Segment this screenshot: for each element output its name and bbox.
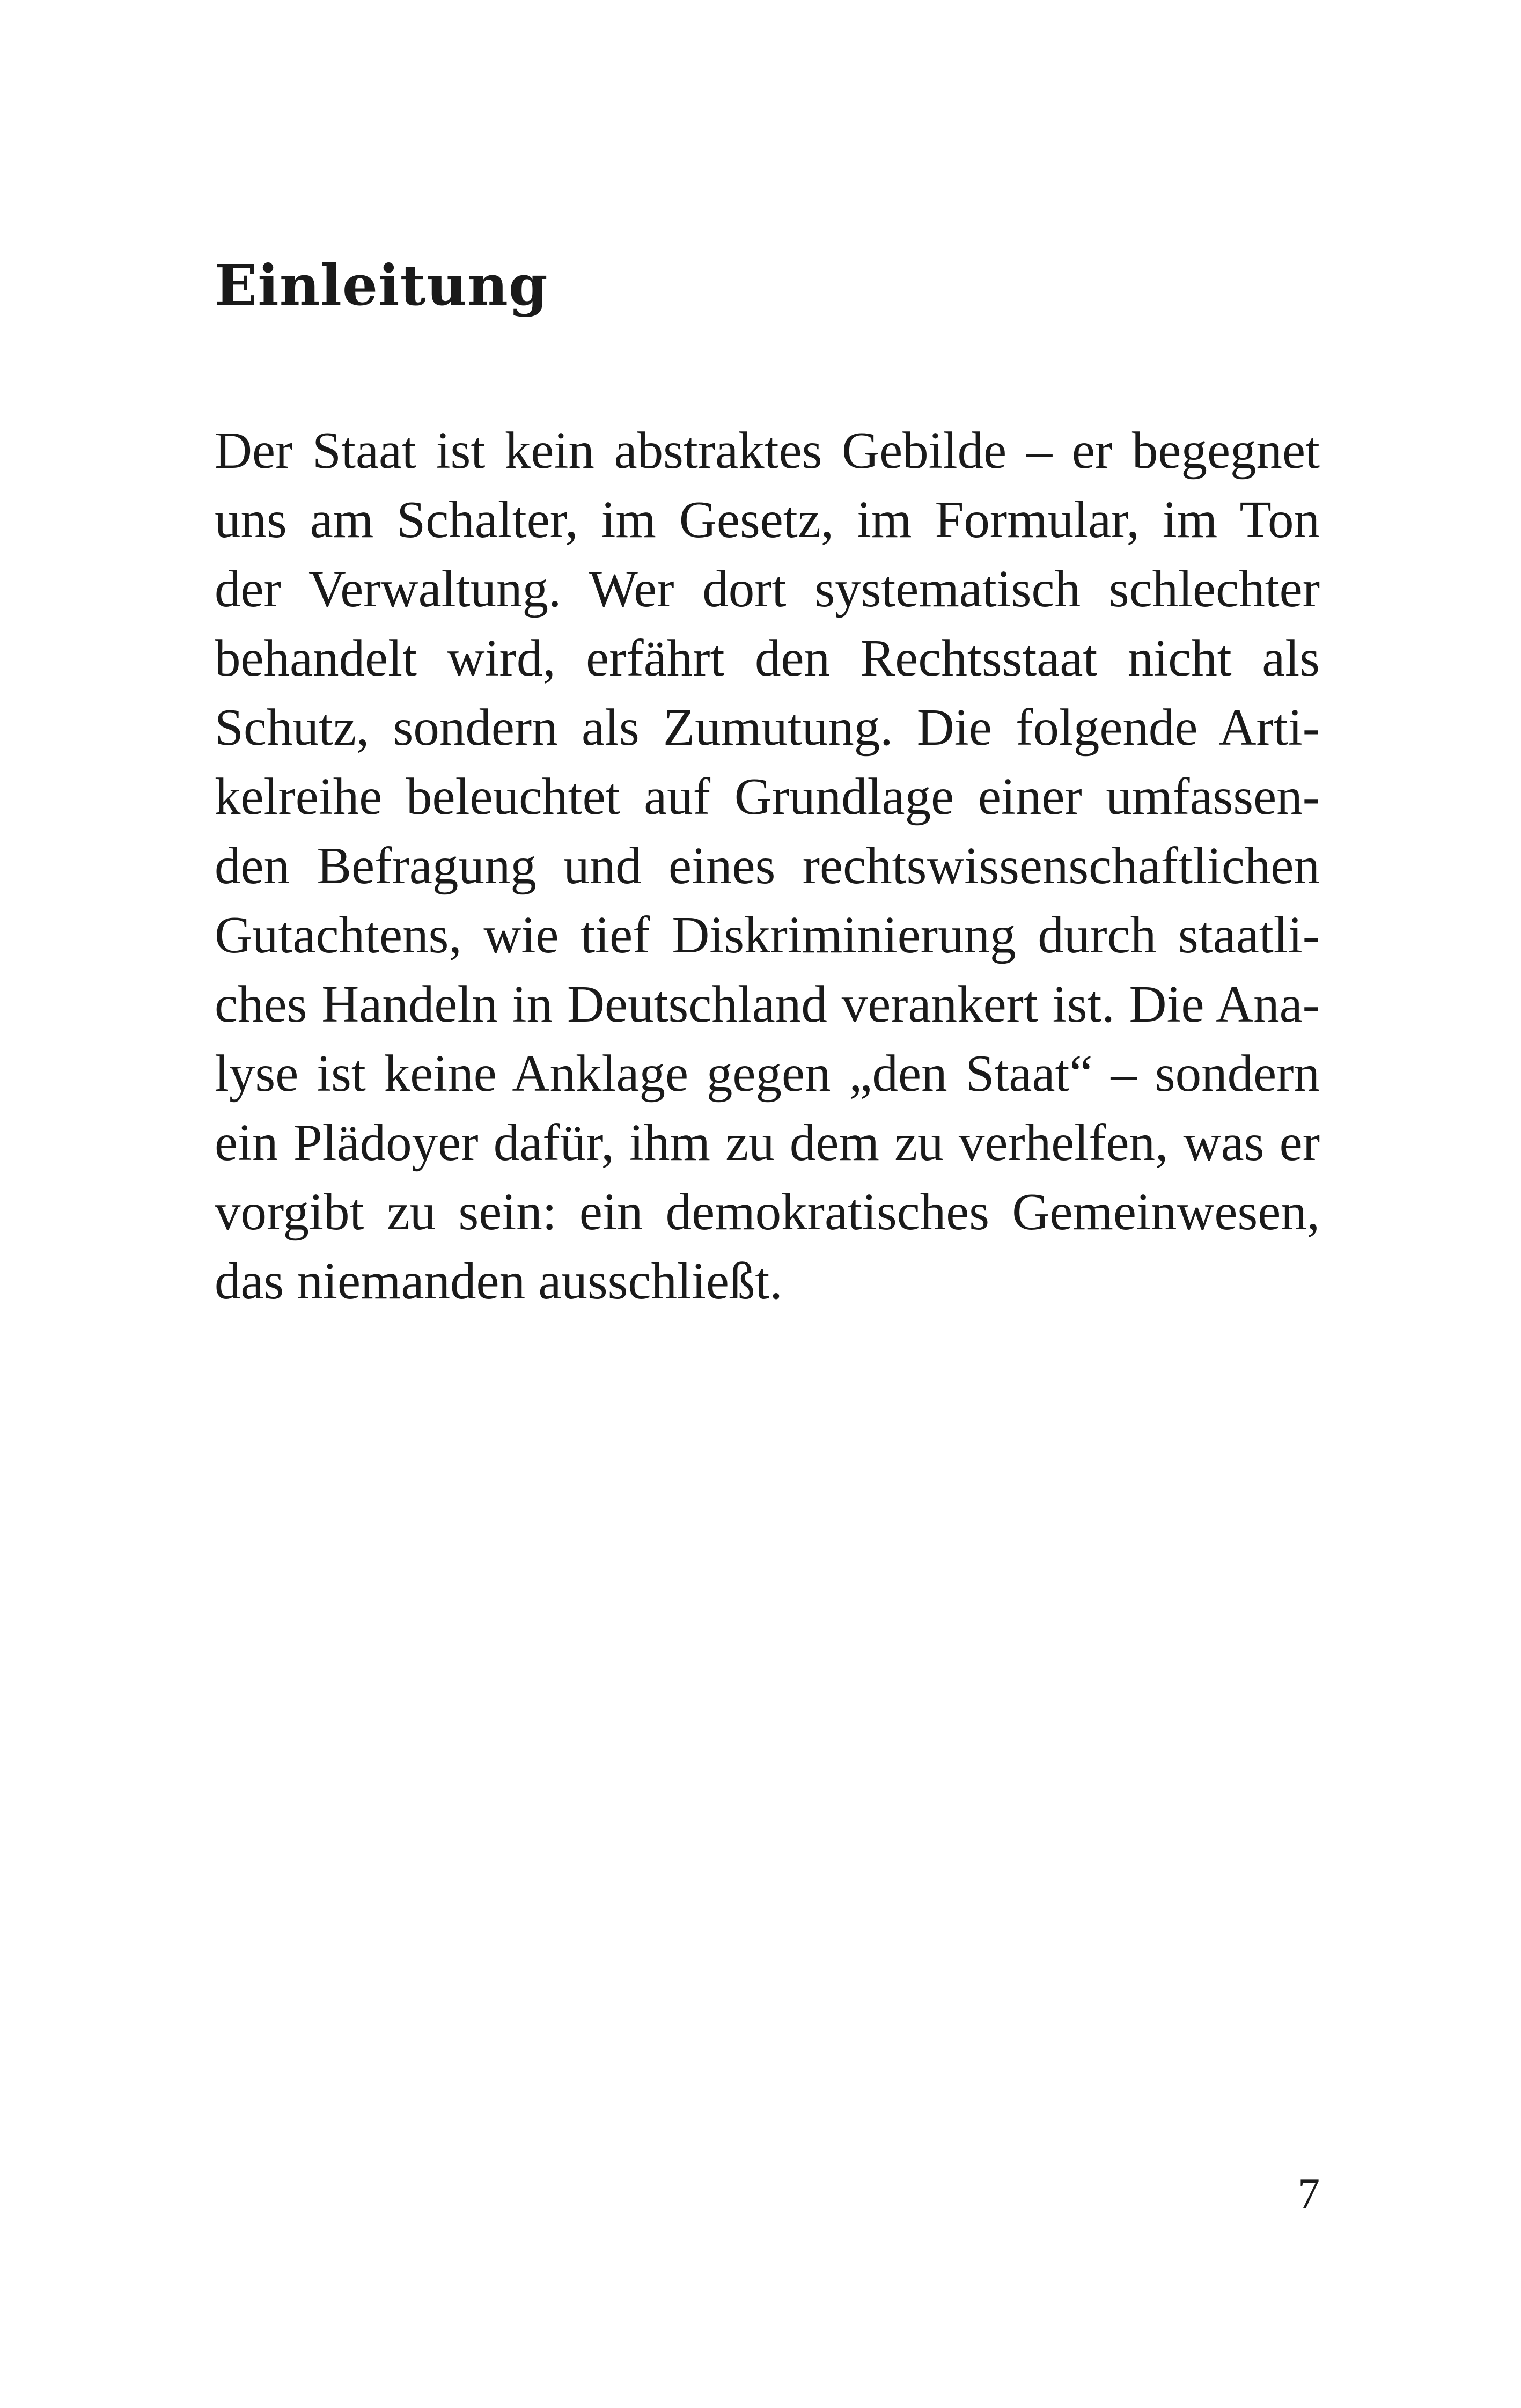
paragraph-line: lyse ist keine Anklage gegen „den Staat“ – sondern [215,1045,1320,1102]
paragraph-line: Schutz, sondern als Zumutung. Die folgende Arti- [215,699,1320,756]
paragraph-line: Gutachtens, wie tief Diskriminierung durch staatli- [215,906,1320,964]
paragraph-line: vorgibt zu sein: ein demokratisches Gemeinwesen, [215,1183,1320,1240]
paragraph-line: ein Plädoyer dafür, ihm zu dem zu verhelfen, was er [215,1114,1320,1171]
paragraph-line: Der Staat ist kein abstraktes Gebilde – er begegnet [215,422,1320,479]
paragraph-line: uns am Schalter, im Gesetz, im Formular, im Ton [215,491,1320,548]
paragraph-line: das niemanden ausschließt. [215,1252,783,1310]
paragraph-line: den Befragung und eines rechtswissenschaftlichen [215,837,1320,894]
paragraph-line: ches Handeln in Deutschland verankert ist. Die Ana- [215,975,1320,1033]
paragraph-line: behandelt wird, erfährt den Rechtsstaat nicht als [215,629,1320,687]
page-number: 7 [1298,2169,1320,2218]
body-paragraph [215,416,1320,1316]
chapter-heading: Einleitung [215,252,548,318]
paragraph-line: kelreihe beleuchtet auf Grundlage einer umfassen- [215,768,1320,825]
paragraph-line: der Verwaltung. Wer dort systematisch schlechter [215,560,1320,618]
